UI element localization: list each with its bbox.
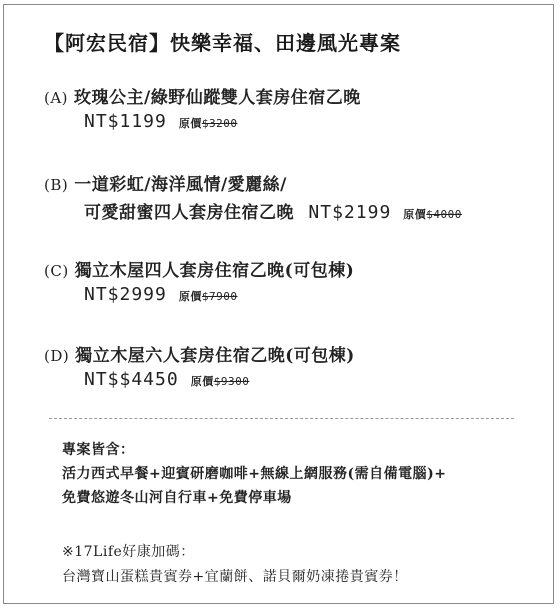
option-price: NT$$4450 xyxy=(84,369,179,390)
option-c-price-row xyxy=(84,284,237,305)
option-description: 獨立木屋六人套房住宿乙晚(可包棟) xyxy=(75,346,355,366)
option-c xyxy=(44,256,354,281)
bonus-line-1: 台灣寶山蛋糕貴賓券+宜蘭餅、諾貝爾奶凍捲貴賓券！ xyxy=(62,569,408,585)
option-description: 一道彩虹/海洋風情/愛麗絲/ xyxy=(74,175,287,195)
option-description-cont: 可愛甜蜜四人套房住宿乙晚 xyxy=(84,203,294,223)
option-code: (C) xyxy=(44,262,69,280)
page-title: 【阿宏民宿】快樂幸福、田邊風光專案 xyxy=(44,31,401,55)
dashed-divider xyxy=(49,418,514,419)
option-d xyxy=(44,341,355,366)
option-price: NT$2999 xyxy=(84,284,167,305)
option-a-price-row xyxy=(84,111,237,132)
includes-line-1: 活力西式早餐+迎賓研磨咖啡+無線上網服務(需自備電腦)+ xyxy=(62,466,447,482)
includes-line-2: 免費悠遊冬山河自行車+免費停車場 xyxy=(62,490,292,506)
option-description: 獨立木屋四人套房住宿乙晚(可包棟) xyxy=(74,261,355,281)
option-code: (A) xyxy=(44,89,69,107)
option-code: (B) xyxy=(44,176,69,194)
original-price: 原價$7900 xyxy=(178,290,238,303)
option-price: NT$2199 xyxy=(308,202,392,223)
bonus-heading: ※17Life好康加碼： xyxy=(62,544,195,560)
option-description: 玫瑰公主/綠野仙蹤雙人套房住宿乙晚 xyxy=(74,88,361,108)
original-price: 原價$3200 xyxy=(178,117,238,130)
option-price: NT$1199 xyxy=(84,111,167,132)
original-price: 原價$4000 xyxy=(403,208,462,221)
package-card xyxy=(3,4,554,604)
option-d-price-row xyxy=(84,369,249,390)
option-b xyxy=(44,170,287,195)
original-price: 原價$9300 xyxy=(190,375,250,388)
option-code: (D) xyxy=(44,347,70,365)
option-b-price-row xyxy=(84,198,462,223)
includes-heading: 專案皆含： xyxy=(62,442,135,458)
option-a xyxy=(44,83,361,108)
